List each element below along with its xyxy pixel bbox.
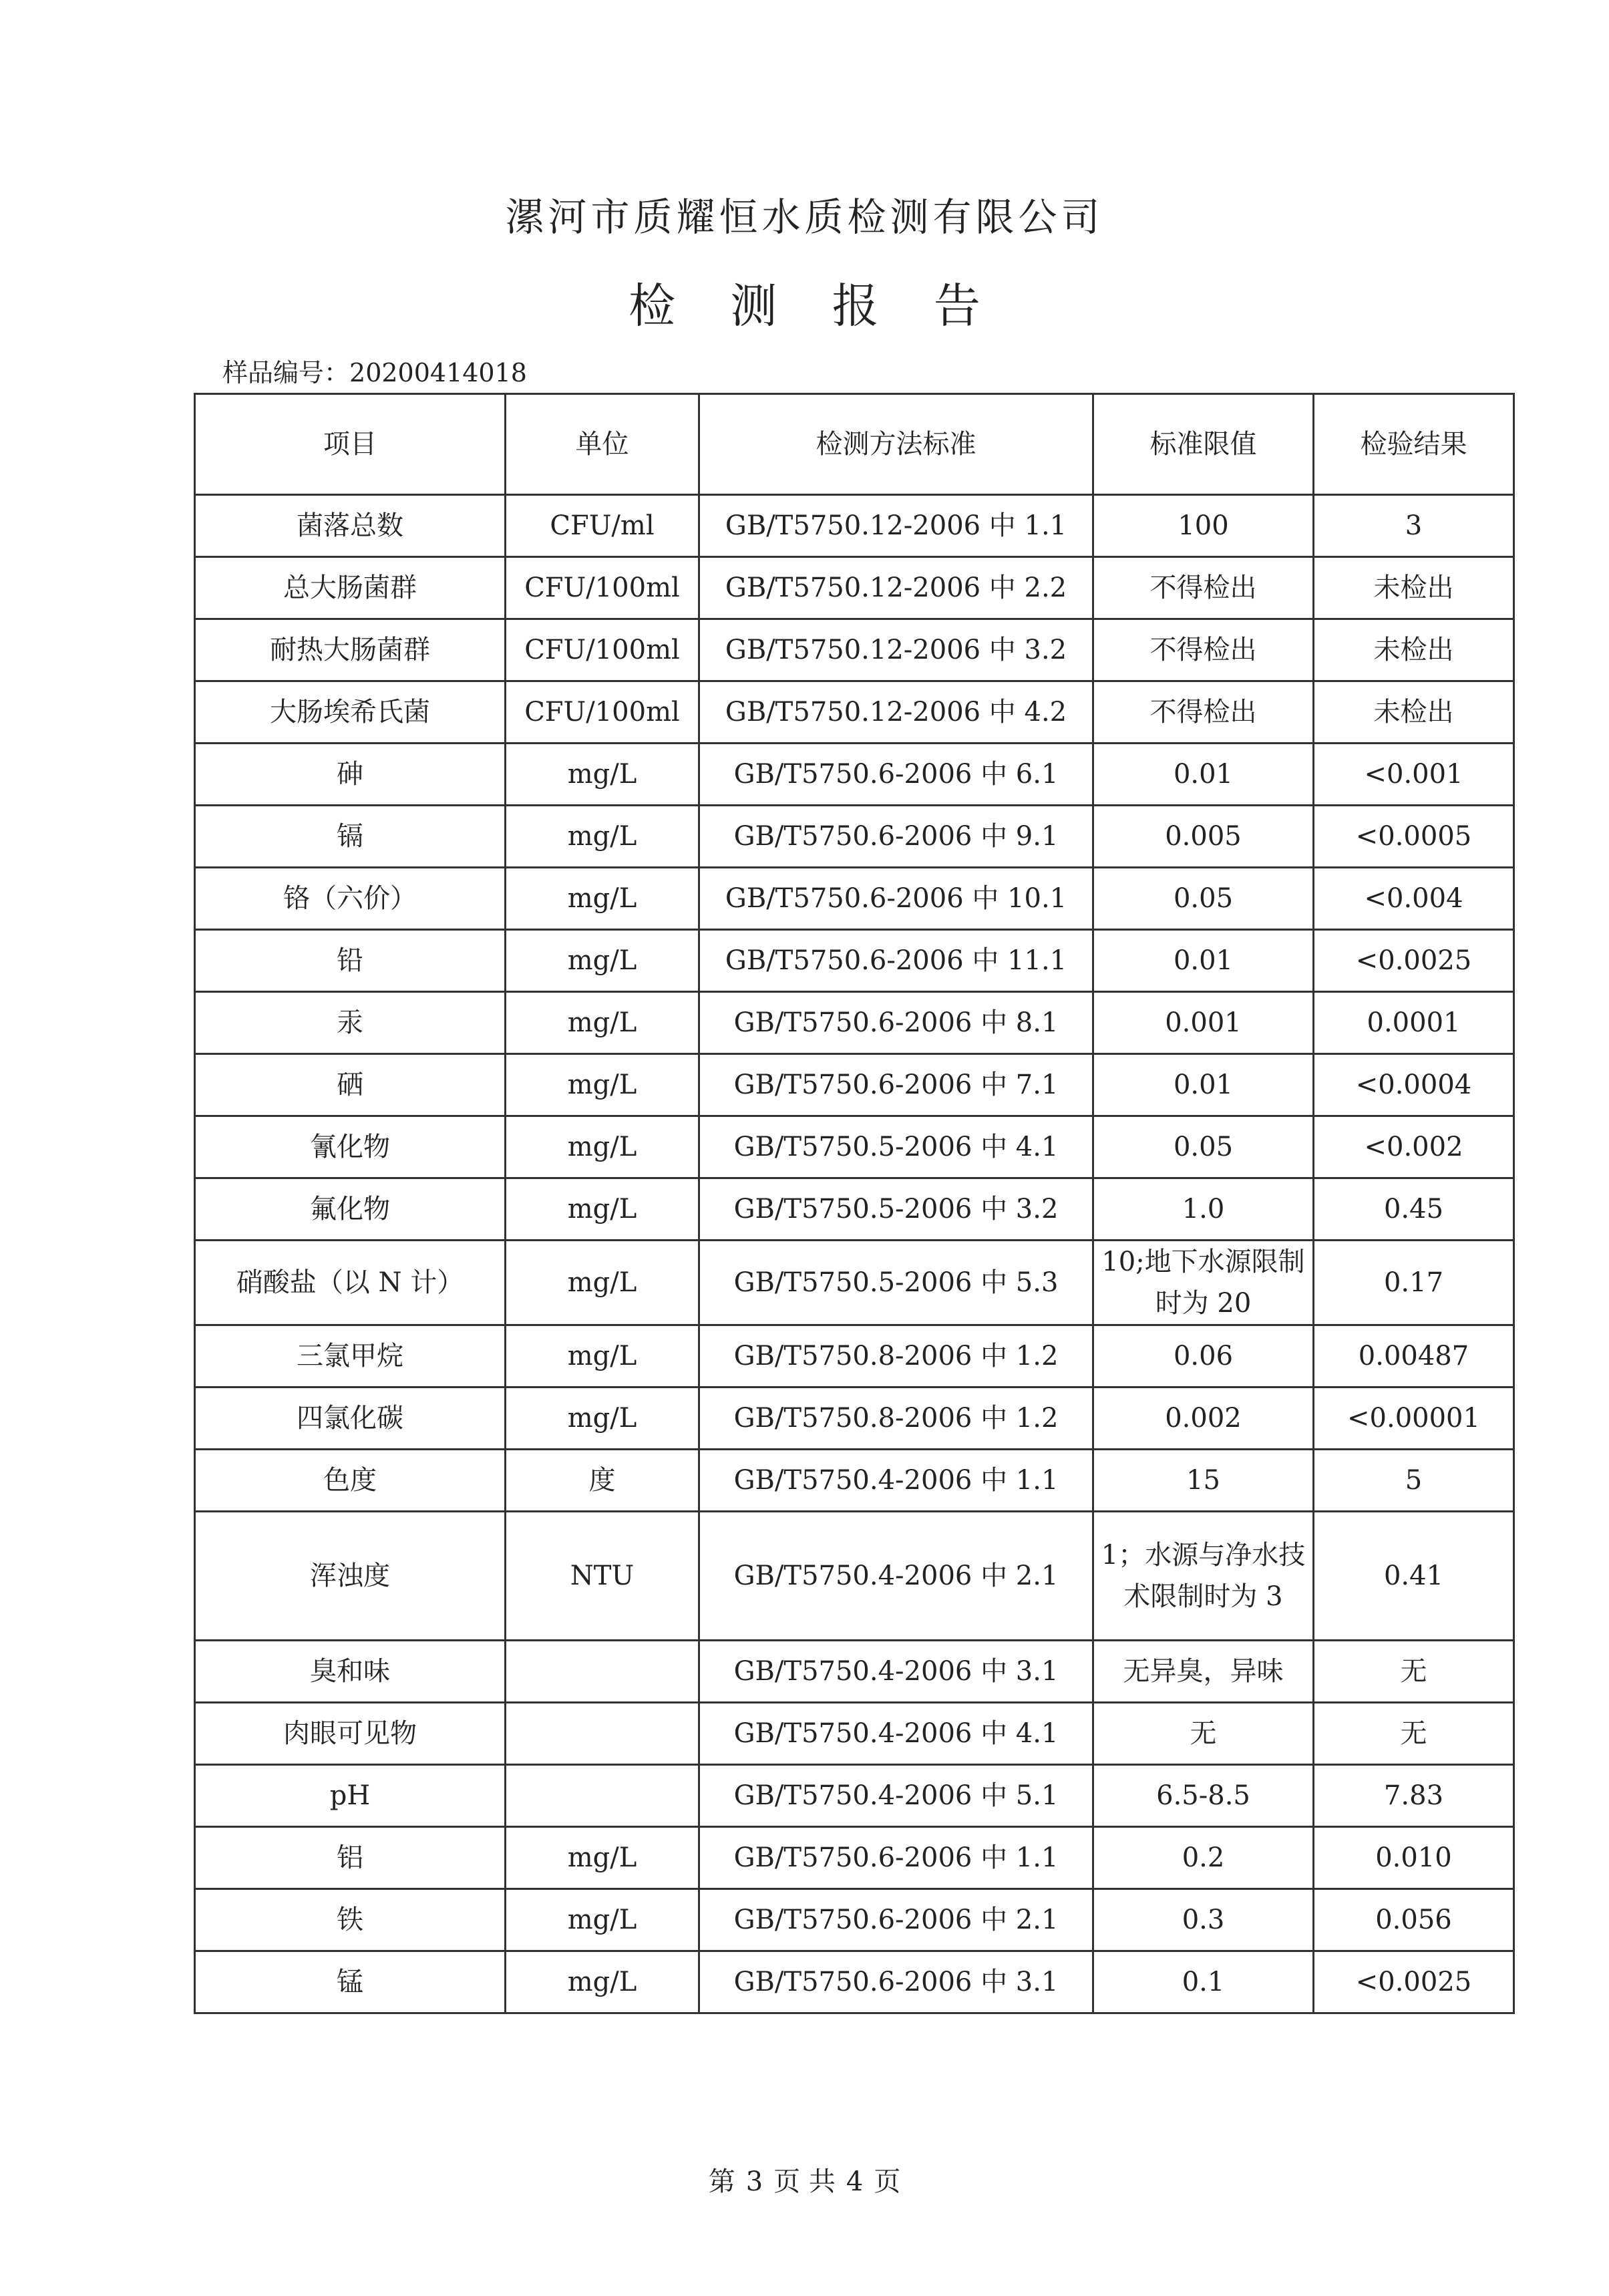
cell-method: GB/T5750.5-2006 中 4.1 [699, 1116, 1093, 1178]
cell-result: 未检出 [1314, 557, 1514, 619]
cell-item: 锰 [195, 1951, 506, 2013]
page-number: 3 [745, 2166, 763, 2197]
table-header-row [195, 394, 1514, 495]
table-row [195, 1450, 1514, 1512]
cell-limit: 0.1 [1093, 1951, 1314, 2013]
cell-limit: 0.01 [1093, 744, 1314, 806]
cell-result: 0.45 [1314, 1178, 1514, 1241]
cell-limit: 0.05 [1093, 868, 1314, 930]
cell-limit: 10;地下水源限制时为 20 [1093, 1241, 1314, 1325]
table-row [195, 557, 1514, 619]
cell-item: pH [195, 1765, 506, 1827]
cell-unit: CFU/100ml [506, 619, 699, 681]
sample-number-value: 20200414018 [349, 358, 527, 387]
cell-method: GB/T5750.6-2006 中 8.1 [699, 992, 1093, 1054]
table-row [195, 1054, 1514, 1116]
cell-limit: 无 [1093, 1703, 1314, 1765]
cell-item: 硒 [195, 1054, 506, 1116]
cell-unit: CFU/100ml [506, 681, 699, 744]
cell-result: 0.056 [1314, 1889, 1514, 1951]
report-title: 检 测 报 告 [629, 279, 980, 333]
table-row [195, 1116, 1514, 1178]
table-row [195, 1951, 1514, 2013]
table-row [195, 1241, 1514, 1325]
page-total: 4 [846, 2166, 864, 2197]
sample-number-line [222, 354, 527, 391]
cell-result: <0.0025 [1314, 1951, 1514, 2013]
cell-method: GB/T5750.4-2006 中 4.1 [699, 1703, 1093, 1765]
cell-method: GB/T5750.12-2006 中 3.2 [699, 619, 1093, 681]
cell-limit: 6.5-8.5 [1093, 1765, 1314, 1827]
cell-item: 大肠埃希氏菌 [195, 681, 506, 744]
table-row [195, 495, 1514, 557]
cell-result: 未检出 [1314, 619, 1514, 681]
cell-limit: 1.0 [1093, 1178, 1314, 1241]
cell-result: 0.00487 [1314, 1325, 1514, 1387]
cell-result: 0.0001 [1314, 992, 1514, 1054]
table-row [195, 930, 1514, 992]
cell-unit: 度 [506, 1450, 699, 1512]
cell-limit: 不得检出 [1093, 557, 1314, 619]
cell-method: GB/T5750.8-2006 中 1.2 [699, 1387, 1093, 1450]
cell-limit: 0.001 [1093, 992, 1314, 1054]
cell-method: GB/T5750.6-2006 中 7.1 [699, 1054, 1093, 1116]
column-header-limit: 标准限值 [1093, 394, 1314, 495]
cell-item: 菌落总数 [195, 495, 506, 557]
cell-result: <0.0005 [1314, 806, 1514, 868]
column-header-item: 项目 [195, 394, 506, 495]
table-row [195, 1827, 1514, 1889]
table-row [195, 1325, 1514, 1387]
cell-method: GB/T5750.4-2006 中 1.1 [699, 1450, 1093, 1512]
cell-method: GB/T5750.12-2006 中 4.2 [699, 681, 1093, 744]
cell-result: 0.17 [1314, 1241, 1514, 1325]
cell-item: 总大肠菌群 [195, 557, 506, 619]
page-mid: 页 共 [773, 2166, 836, 2197]
column-header-result: 检验结果 [1314, 394, 1514, 495]
table-row [195, 744, 1514, 806]
cell-unit [506, 1703, 699, 1765]
cell-unit: mg/L [506, 1951, 699, 2013]
cell-limit: 0.05 [1093, 1116, 1314, 1178]
cell-method: GB/T5750.5-2006 中 5.3 [699, 1241, 1093, 1325]
cell-unit: mg/L [506, 744, 699, 806]
cell-unit: CFU/ml [506, 495, 699, 557]
cell-method: GB/T5750.4-2006 中 3.1 [699, 1641, 1093, 1703]
cell-item: 四氯化碳 [195, 1387, 506, 1450]
cell-method: GB/T5750.6-2006 中 11.1 [699, 930, 1093, 992]
table-row [195, 868, 1514, 930]
cell-item: 臭和味 [195, 1641, 506, 1703]
cell-unit: NTU [506, 1512, 699, 1641]
cell-result: 无 [1314, 1641, 1514, 1703]
table-row [195, 992, 1514, 1054]
table-row [195, 1641, 1514, 1703]
cell-limit: 无异臭，异味 [1093, 1641, 1314, 1703]
results-table [194, 393, 1515, 2014]
cell-result: <0.001 [1314, 744, 1514, 806]
cell-result: <0.004 [1314, 868, 1514, 930]
column-header-unit: 单位 [506, 394, 699, 495]
cell-unit: mg/L [506, 868, 699, 930]
cell-method: GB/T5750.8-2006 中 1.2 [699, 1325, 1093, 1387]
cell-unit: mg/L [506, 1116, 699, 1178]
cell-item: 色度 [195, 1450, 506, 1512]
cell-method: GB/T5750.6-2006 中 6.1 [699, 744, 1093, 806]
table-row [195, 1387, 1514, 1450]
cell-unit [506, 1765, 699, 1827]
table-row [195, 1703, 1514, 1765]
cell-method: GB/T5750.6-2006 中 10.1 [699, 868, 1093, 930]
cell-result: <0.0025 [1314, 930, 1514, 992]
table-row [195, 619, 1514, 681]
cell-item: 铝 [195, 1827, 506, 1889]
cell-unit: mg/L [506, 806, 699, 868]
cell-limit: 不得检出 [1093, 619, 1314, 681]
cell-item: 氰化物 [195, 1116, 506, 1178]
cell-result: 0.010 [1314, 1827, 1514, 1889]
cell-result: 7.83 [1314, 1765, 1514, 1827]
cell-item: 硝酸盐（以 N 计） [195, 1241, 506, 1325]
table-row [195, 681, 1514, 744]
company-name: 漯河市质耀恒水质检测有限公司 [505, 194, 1104, 240]
cell-item: 汞 [195, 992, 506, 1054]
cell-result: 3 [1314, 495, 1514, 557]
cell-limit: 0.01 [1093, 1054, 1314, 1116]
cell-unit: mg/L [506, 1054, 699, 1116]
cell-item: 铁 [195, 1889, 506, 1951]
cell-unit: mg/L [506, 1178, 699, 1241]
page-prefix: 第 [708, 2166, 735, 2197]
cell-item: 三氯甲烷 [195, 1325, 506, 1387]
cell-item: 砷 [195, 744, 506, 806]
cell-unit: mg/L [506, 1325, 699, 1387]
cell-item: 镉 [195, 806, 506, 868]
cell-unit: mg/L [506, 930, 699, 992]
cell-result: <0.0004 [1314, 1054, 1514, 1116]
cell-method: GB/T5750.12-2006 中 1.1 [699, 495, 1093, 557]
cell-method: GB/T5750.12-2006 中 2.2 [699, 557, 1093, 619]
page-footer [0, 2162, 1609, 2202]
cell-result: 5 [1314, 1450, 1514, 1512]
table-row [195, 1889, 1514, 1951]
cell-limit: 0.01 [1093, 930, 1314, 992]
cell-unit: mg/L [506, 1889, 699, 1951]
table-row [195, 1178, 1514, 1241]
table-row [195, 1765, 1514, 1827]
cell-item: 铬（六价） [195, 868, 506, 930]
sample-number-label: 样品编号： [222, 358, 350, 387]
table-body [195, 495, 1514, 2013]
cell-unit: mg/L [506, 1387, 699, 1450]
cell-method: GB/T5750.6-2006 中 3.1 [699, 1951, 1093, 2013]
cell-item: 浑浊度 [195, 1512, 506, 1641]
cell-method: GB/T5750.4-2006 中 2.1 [699, 1512, 1093, 1641]
cell-unit: mg/L [506, 992, 699, 1054]
cell-unit: CFU/100ml [506, 557, 699, 619]
cell-limit: 0.06 [1093, 1325, 1314, 1387]
page-suffix: 页 [874, 2166, 901, 2197]
cell-method: GB/T5750.5-2006 中 3.2 [699, 1178, 1093, 1241]
cell-method: GB/T5750.6-2006 中 2.1 [699, 1889, 1093, 1951]
cell-item: 氟化物 [195, 1178, 506, 1241]
cell-method: GB/T5750.4-2006 中 5.1 [699, 1765, 1093, 1827]
cell-item: 铅 [195, 930, 506, 992]
cell-method: GB/T5750.6-2006 中 1.1 [699, 1827, 1093, 1889]
cell-result: <0.002 [1314, 1116, 1514, 1178]
table-row [195, 806, 1514, 868]
table-row [195, 1512, 1514, 1641]
cell-item: 肉眼可见物 [195, 1703, 506, 1765]
cell-item: 耐热大肠菌群 [195, 619, 506, 681]
cell-unit: mg/L [506, 1241, 699, 1325]
cell-result: 未检出 [1314, 681, 1514, 744]
cell-unit: mg/L [506, 1827, 699, 1889]
cell-result: <0.00001 [1314, 1387, 1514, 1450]
cell-unit [506, 1641, 699, 1703]
cell-limit: 0.3 [1093, 1889, 1314, 1951]
column-header-method: 检测方法标准 [699, 394, 1093, 495]
cell-limit: 不得检出 [1093, 681, 1314, 744]
cell-limit: 0.005 [1093, 806, 1314, 868]
cell-limit: 0.002 [1093, 1387, 1314, 1450]
cell-limit: 100 [1093, 495, 1314, 557]
cell-limit: 0.2 [1093, 1827, 1314, 1889]
cell-limit: 1；水源与净水技术限制时为 3 [1093, 1512, 1314, 1641]
cell-result: 无 [1314, 1703, 1514, 1765]
cell-limit: 15 [1093, 1450, 1314, 1512]
cell-method: GB/T5750.6-2006 中 9.1 [699, 806, 1093, 868]
cell-result: 0.41 [1314, 1512, 1514, 1641]
